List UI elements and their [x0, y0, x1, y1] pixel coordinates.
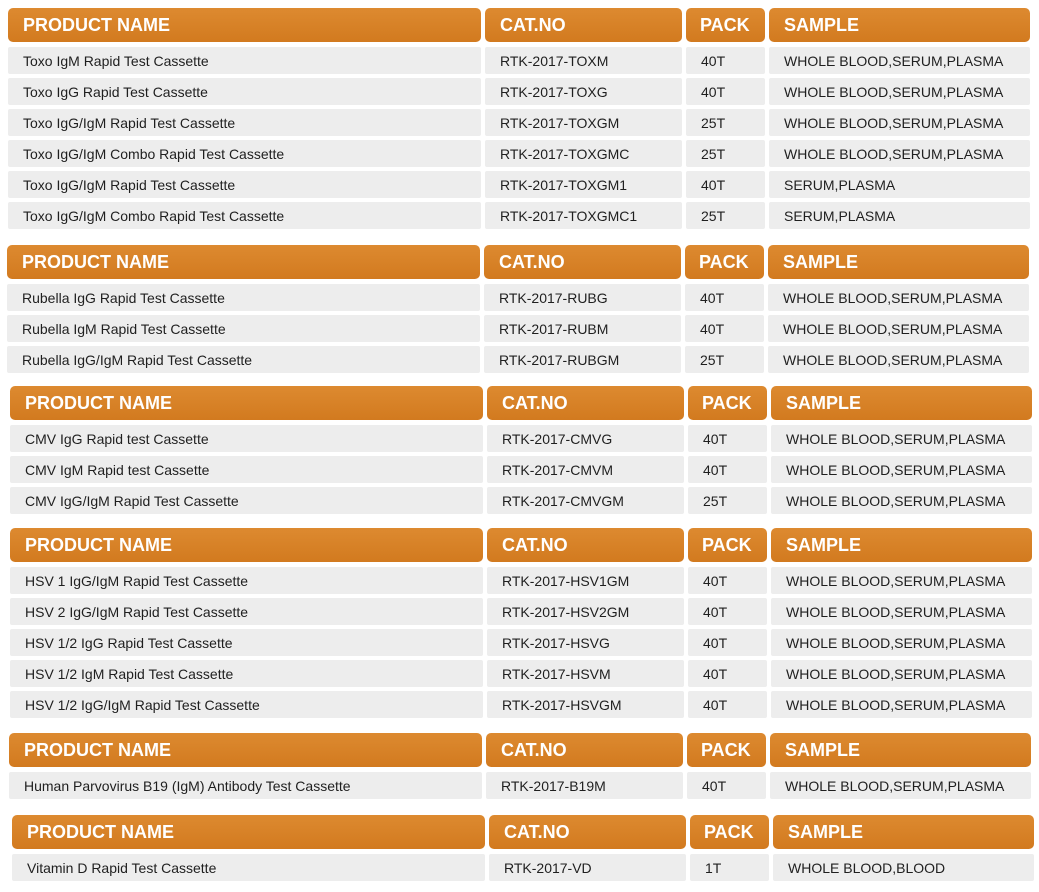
- header-sample: SAMPLE: [771, 528, 1032, 562]
- cat-no-cell: RTK-2017-HSV2GM: [487, 598, 684, 625]
- cat-no-cell: RTK-2017-RUBG: [484, 284, 681, 311]
- table-header: [9, 733, 1031, 767]
- table-row: [10, 425, 1032, 452]
- product-name-cell: Toxo IgG/IgM Combo Rapid Test Cassette: [8, 202, 481, 229]
- sample-cell: WHOLE BLOOD,SERUM,PLASMA: [771, 425, 1032, 452]
- sample-cell: WHOLE BLOOD,SERUM,PLASMA: [771, 598, 1032, 625]
- cat-no-cell: RTK-2017-TOXGM: [485, 109, 682, 136]
- sample-cell: WHOLE BLOOD,SERUM,PLASMA: [769, 140, 1030, 167]
- pack-cell: 40T: [688, 567, 767, 594]
- table-row: [7, 284, 1029, 311]
- header-sample: SAMPLE: [770, 733, 1031, 767]
- cat-no-cell: RTK-2017-VD: [489, 854, 686, 881]
- product-name-cell: Toxo IgM Rapid Test Cassette: [8, 47, 481, 74]
- header-pack: PACK: [690, 815, 769, 849]
- cat-no-cell: RTK-2017-HSV1GM: [487, 567, 684, 594]
- product-name-cell: HSV 1/2 IgM Rapid Test Cassette: [10, 660, 483, 687]
- sample-cell: WHOLE BLOOD,SERUM,PLASMA: [769, 47, 1030, 74]
- sample-cell: WHOLE BLOOD,SERUM,PLASMA: [771, 487, 1032, 514]
- sample-cell: SERUM,PLASMA: [769, 202, 1030, 229]
- header-cat-no: CAT.NO: [484, 245, 681, 279]
- table-row: [10, 456, 1032, 483]
- sample-cell: WHOLE BLOOD,SERUM,PLASMA: [770, 772, 1031, 799]
- table-row: [10, 660, 1032, 687]
- pack-cell: 1T: [690, 854, 769, 881]
- product-name-cell: Vitamin D Rapid Test Cassette: [12, 854, 485, 881]
- pack-cell: 40T: [688, 691, 767, 718]
- product-name-cell: Toxo IgG/IgM Rapid Test Cassette: [8, 171, 481, 198]
- table-row: [8, 78, 1030, 105]
- header-product-name: PRODUCT NAME: [10, 386, 483, 420]
- table-row: [7, 315, 1029, 342]
- sample-cell: WHOLE BLOOD,SERUM,PLASMA: [768, 346, 1029, 373]
- cat-no-cell: RTK-2017-TOXG: [485, 78, 682, 105]
- sample-cell: WHOLE BLOOD,SERUM,PLASMA: [768, 284, 1029, 311]
- pack-cell: 40T: [686, 78, 765, 105]
- table-row: [8, 47, 1030, 74]
- sample-cell: WHOLE BLOOD,SERUM,PLASMA: [771, 691, 1032, 718]
- header-sample: SAMPLE: [771, 386, 1032, 420]
- pack-cell: 25T: [686, 202, 765, 229]
- cat-no-cell: RTK-2017-HSVGM: [487, 691, 684, 718]
- cat-no-cell: RTK-2017-RUBM: [484, 315, 681, 342]
- cat-no-cell: RTK-2017-RUBGM: [484, 346, 681, 373]
- table-row: [9, 772, 1031, 799]
- header-product-name: PRODUCT NAME: [12, 815, 485, 849]
- table-row: [12, 854, 1034, 881]
- pack-cell: 40T: [688, 598, 767, 625]
- header-product-name: PRODUCT NAME: [9, 733, 482, 767]
- sample-cell: WHOLE BLOOD,SERUM,PLASMA: [768, 315, 1029, 342]
- pack-cell: 40T: [688, 660, 767, 687]
- pack-cell: 40T: [688, 629, 767, 656]
- table-row: [8, 202, 1030, 229]
- product-name-cell: Rubella IgG/IgM Rapid Test Cassette: [7, 346, 480, 373]
- sample-cell: WHOLE BLOOD,SERUM,PLASMA: [769, 109, 1030, 136]
- header-pack: PACK: [685, 245, 764, 279]
- header-pack: PACK: [686, 8, 765, 42]
- cat-no-cell: RTK-2017-TOXGMC: [485, 140, 682, 167]
- product-name-cell: HSV 1 IgG/IgM Rapid Test Cassette: [10, 567, 483, 594]
- sample-cell: WHOLE BLOOD,SERUM,PLASMA: [771, 629, 1032, 656]
- table-row: [10, 567, 1032, 594]
- product-name-cell: Toxo IgG/IgM Combo Rapid Test Cassette: [8, 140, 481, 167]
- header-sample: SAMPLE: [768, 245, 1029, 279]
- header-sample: SAMPLE: [769, 8, 1030, 42]
- pack-cell: 25T: [686, 140, 765, 167]
- product-name-cell: Rubella IgM Rapid Test Cassette: [7, 315, 480, 342]
- hsv-table: [10, 528, 1032, 722]
- sample-cell: WHOLE BLOOD,SERUM,PLASMA: [769, 78, 1030, 105]
- table-row: [10, 691, 1032, 718]
- parvovirus-table: [9, 733, 1031, 803]
- cat-no-cell: RTK-2017-CMVM: [487, 456, 684, 483]
- product-name-cell: HSV 2 IgG/IgM Rapid Test Cassette: [10, 598, 483, 625]
- pack-cell: 25T: [686, 109, 765, 136]
- header-sample: SAMPLE: [773, 815, 1034, 849]
- toxo-table: [8, 8, 1030, 233]
- product-name-cell: Rubella IgG Rapid Test Cassette: [7, 284, 480, 311]
- product-name-cell: CMV IgG Rapid test Cassette: [10, 425, 483, 452]
- pack-cell: 40T: [685, 284, 764, 311]
- pack-cell: 40T: [685, 315, 764, 342]
- sample-cell: WHOLE BLOOD,SERUM,PLASMA: [771, 567, 1032, 594]
- pack-cell: 25T: [688, 487, 767, 514]
- pack-cell: 25T: [685, 346, 764, 373]
- sample-cell: WHOLE BLOOD,BLOOD: [773, 854, 1034, 881]
- table-row: [8, 140, 1030, 167]
- table-header: [12, 815, 1034, 849]
- header-cat-no: CAT.NO: [485, 8, 682, 42]
- sample-cell: WHOLE BLOOD,SERUM,PLASMA: [771, 456, 1032, 483]
- cat-no-cell: RTK-2017-HSVG: [487, 629, 684, 656]
- table-header: [8, 8, 1030, 42]
- header-pack: PACK: [687, 733, 766, 767]
- header-cat-no: CAT.NO: [487, 386, 684, 420]
- table-row: [10, 598, 1032, 625]
- table-row: [8, 109, 1030, 136]
- table-header: [10, 528, 1032, 562]
- product-name-cell: HSV 1/2 IgG/IgM Rapid Test Cassette: [10, 691, 483, 718]
- pack-cell: 40T: [687, 772, 766, 799]
- pack-cell: 40T: [688, 456, 767, 483]
- header-cat-no: CAT.NO: [489, 815, 686, 849]
- header-cat-no: CAT.NO: [487, 528, 684, 562]
- header-product-name: PRODUCT NAME: [10, 528, 483, 562]
- vitamin-d-table: [12, 815, 1034, 885]
- table-header: [10, 386, 1032, 420]
- product-name-cell: HSV 1/2 IgG Rapid Test Cassette: [10, 629, 483, 656]
- cat-no-cell: RTK-2017-CMVG: [487, 425, 684, 452]
- header-cat-no: CAT.NO: [486, 733, 683, 767]
- table-row: [10, 487, 1032, 514]
- product-name-cell: Human Parvovirus B19 (IgM) Antibody Test Cassette: [9, 772, 482, 799]
- product-name-cell: CMV IgG/IgM Rapid Test Cassette: [10, 487, 483, 514]
- product-name-cell: Toxo IgG/IgM Rapid Test Cassette: [8, 109, 481, 136]
- cmv-table: [10, 386, 1032, 518]
- cat-no-cell: RTK-2017-TOXGMC1: [485, 202, 682, 229]
- table-header: [7, 245, 1029, 279]
- table-row: [10, 629, 1032, 656]
- product-name-cell: CMV IgM Rapid test Cassette: [10, 456, 483, 483]
- table-row: [8, 171, 1030, 198]
- pack-cell: 40T: [688, 425, 767, 452]
- cat-no-cell: RTK-2017-TOXM: [485, 47, 682, 74]
- header-pack: PACK: [688, 528, 767, 562]
- table-row: [7, 346, 1029, 373]
- pack-cell: 40T: [686, 47, 765, 74]
- pack-cell: 40T: [686, 171, 765, 198]
- cat-no-cell: RTK-2017-TOXGM1: [485, 171, 682, 198]
- header-product-name: PRODUCT NAME: [7, 245, 480, 279]
- header-product-name: PRODUCT NAME: [8, 8, 481, 42]
- sample-cell: SERUM,PLASMA: [769, 171, 1030, 198]
- product-name-cell: Toxo IgG Rapid Test Cassette: [8, 78, 481, 105]
- cat-no-cell: RTK-2017-B19M: [486, 772, 683, 799]
- header-pack: PACK: [688, 386, 767, 420]
- cat-no-cell: RTK-2017-HSVM: [487, 660, 684, 687]
- cat-no-cell: RTK-2017-CMVGM: [487, 487, 684, 514]
- rubella-table: [7, 245, 1029, 377]
- sample-cell: WHOLE BLOOD,SERUM,PLASMA: [771, 660, 1032, 687]
